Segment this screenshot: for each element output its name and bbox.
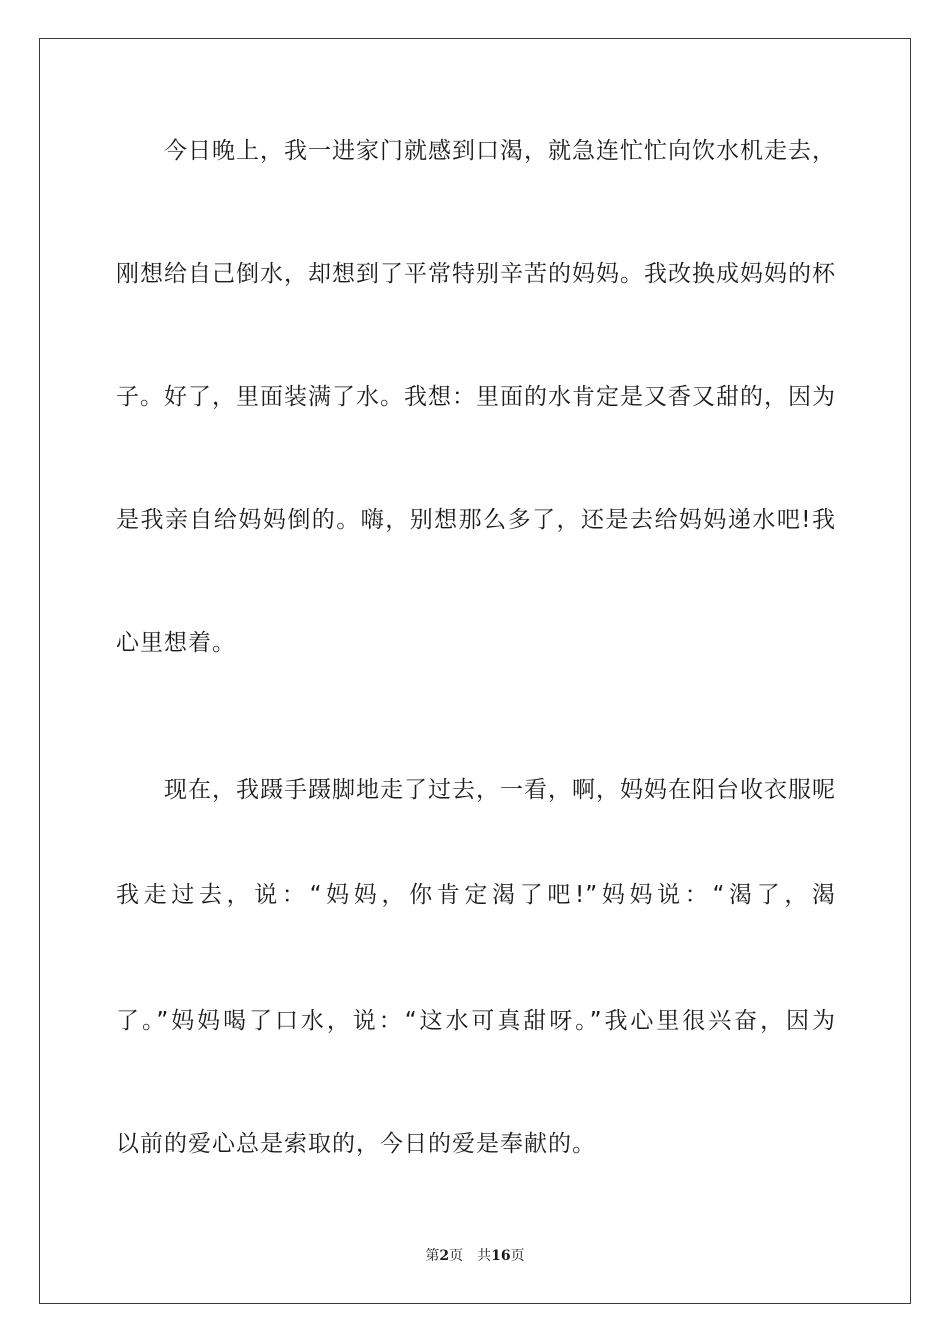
text-line: 子。好了，里面装满了水。我想：里面的水肯定是又香又甜的，因为 bbox=[116, 384, 836, 410]
total-suffix: 页 bbox=[510, 1248, 525, 1264]
text-line: 今日晚上，我一进家门就感到口渴，就急连忙忙向饮水机走去， bbox=[164, 138, 836, 164]
text-line: 以前的爱心总是索取的，今日的爱是奉献的。 bbox=[116, 1131, 596, 1157]
text-line: 是我亲自给妈妈倒的。嗨，别想那么多了，还是去给妈妈递水吧!我 bbox=[116, 507, 836, 533]
page-number: 2 bbox=[439, 1248, 450, 1264]
page-prefix: 第 bbox=[425, 1248, 440, 1264]
page-footer bbox=[0, 1247, 950, 1265]
total-pages: 16 bbox=[491, 1248, 511, 1264]
page-border bbox=[39, 38, 911, 1304]
text-line: 了。”妈妈喝了口水，说：“这水可真甜呀。”我心里很兴奋，因为 bbox=[116, 1008, 836, 1034]
total-prefix: 共 bbox=[477, 1248, 492, 1264]
text-line: 心里想着。 bbox=[116, 630, 236, 656]
page-suffix: 页 bbox=[449, 1248, 464, 1264]
text-line: 我走过去，说：“妈妈，你肯定渴了吧!”妈妈说：“渴了，渴 bbox=[116, 882, 836, 908]
text-line: 刚想给自己倒水，却想到了平常特别辛苦的妈妈。我改换成妈妈的杯 bbox=[116, 261, 836, 287]
text-line: 现在，我蹑手蹑脚地走了过去，一看，啊，妈妈在阳台收衣服呢 bbox=[164, 777, 836, 803]
